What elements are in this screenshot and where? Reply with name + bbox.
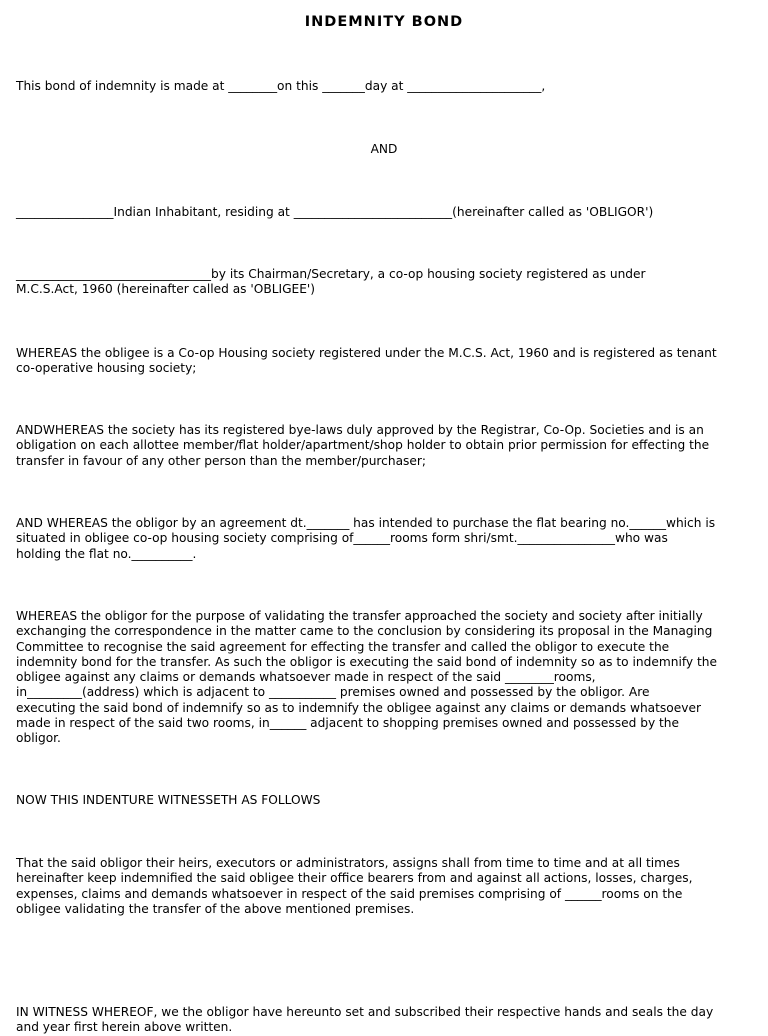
whereas-registration-line-1: WHEREAS the obligee is a Co-op Housing society registered under the M.C.S. Act, 1960 and is registered as tenant xyxy=(16,346,717,360)
obligee-line-2: M.C.S.Act, 1960 (hereinafter called as 'OBLIGEE') xyxy=(16,282,316,297)
whereas-validation-line-6: in_________(address) which is adjacent to ___________ premises owned and possessed by the obligor. Are xyxy=(16,685,650,700)
whereas-validation-line-8: made in respect of the said two rooms, in______ adjacent to shopping premises owned and possessed by the xyxy=(16,716,680,731)
whereas-registration-paragraph xyxy=(16,346,751,377)
made-at-paragraph: This bond of indemnity is made at ________on this _______day at ______________________, xyxy=(16,79,546,93)
whereas-agreement-line-2: situated in obligee co-op housing society comprising of______rooms form shri/smt.________________who was xyxy=(16,531,668,546)
witnesseth-heading: NOW THIS INDENTURE WITNESSETH AS FOLLOWS xyxy=(16,793,321,807)
indemnify-clause-line-1: That the said obligor their heirs, executors or administrators, assigns shall from time to time and at all times xyxy=(16,856,680,870)
whereas-byelaws-paragraph xyxy=(16,423,751,469)
whereas-byelaws-line-1: ANDWHEREAS the society has its registered bye-laws duly approved by the Registrar, Co-Op. Societies and is an xyxy=(16,423,704,437)
whereas-agreement-line-1: AND WHEREAS the obligor by an agreement dt._______ has intended to purchase the flat bearing no.______which is xyxy=(16,516,716,530)
whereas-agreement-line-3: holding the flat no.__________. xyxy=(16,546,197,561)
whereas-validation-line-1: WHEREAS the obligor for the purpose of validating the transfer approached the society and society after initially xyxy=(16,609,703,623)
indemnify-clause-paragraph xyxy=(16,856,751,917)
in-witness-paragraph xyxy=(16,1005,751,1036)
whereas-registration-line-2: co-operative housing society; xyxy=(16,361,197,376)
and-separator: AND xyxy=(370,142,398,156)
whereas-validation-paragraph xyxy=(16,609,751,747)
obligor-paragraph: ________________Indian Inhabitant, residing at __________________________(hereinafter called as 'OBLIGOR') xyxy=(16,205,654,219)
obligee-line-1: ________________________________by its Chairman/Secretary, a co-op housing society registered as under xyxy=(16,267,646,281)
in-witness-line-1: IN WITNESS WHEREOF, we the obligor have hereunto set and subscribed their respective hands and seals the day xyxy=(16,1005,714,1019)
indemnify-clause-line-2: hereinafter keep indemnified the said obligee their office bearers from and against all actions, losses, charges, xyxy=(16,871,693,886)
obligee-paragraph xyxy=(16,267,751,298)
whereas-validation-line-9: obligor. xyxy=(16,731,61,746)
whereas-validation-line-7: executing the said bond of indemnify so as to indemnify the obligee against any claims or demands whatsoever xyxy=(16,700,701,715)
document-title: INDEMNITY BOND xyxy=(304,14,464,30)
whereas-agreement-paragraph xyxy=(16,516,751,562)
whereas-validation-line-3: Committee to recognise the said agreement for effecting the transfer and called the obligor to execute the xyxy=(16,639,670,654)
whereas-byelaws-line-3: transfer in favour of any other person than the member/purchaser; xyxy=(16,453,427,468)
whereas-validation-line-2: exchanging the correspondence in the matter came to the conclusion by considering its proposal in the Managing xyxy=(16,624,713,639)
whereas-validation-line-4: indemnity bond for the transfer. As such the obligor is executing the said bond of indemnity so as to indemnify the xyxy=(16,654,717,669)
whereas-validation-line-5: obligee against any claims or demands whatsoever made in respect of the said ________rooms, xyxy=(16,670,596,685)
in-witness-line-2: and year first herein above written. xyxy=(16,1020,233,1035)
whereas-byelaws-line-2: obligation on each allottee member/flat holder/apartment/shop holder to obtain prior permission for effecting the xyxy=(16,438,710,453)
indemnify-clause-line-3: expenses, claims and demands whatsoever in respect of the said premises comprising of ______rooms on the xyxy=(16,886,683,901)
indemnify-clause-line-4: obligee validating the transfer of the above mentioned premises. xyxy=(16,901,415,916)
